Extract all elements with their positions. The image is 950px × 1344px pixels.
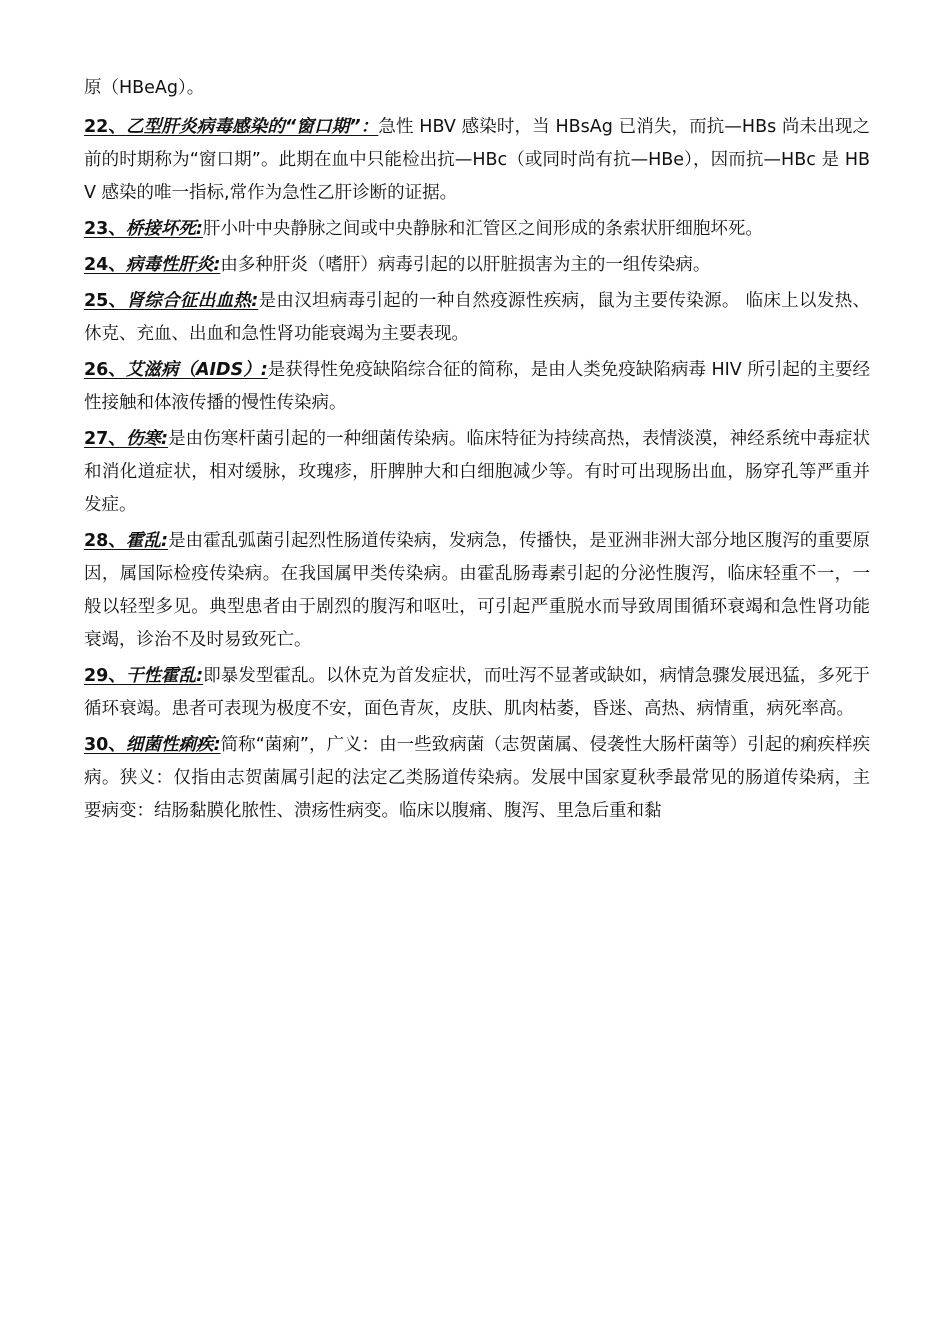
entry-definition: 是由伤寒杆菌引起的一种细菌传染病。临床特征为持续高热，表情淡漠，神经系统中毒症状和消化道症状，相对缓脉，玫瑰疹，肝脾肿大和白细胞减少等。有时可出现肠出血，肠穿孔等严重并发症。: [84, 429, 871, 515]
entry-term-name: 艾滋病（AIDS）:: [125, 360, 268, 380]
entry-term: [84, 117, 378, 137]
entry-number: 28、: [84, 531, 126, 551]
entry-definition: 由多种肝炎（嗜肝）病毒引起的以肝脏损害为主的一组传染病。: [220, 255, 711, 275]
entry-number: 29、: [84, 666, 126, 686]
entry-22: [84, 111, 870, 210]
entry-number: 30、: [84, 735, 126, 755]
entry-term: [84, 735, 221, 755]
entry-term-name: 伤寒:: [125, 429, 169, 449]
entry-term: [84, 531, 168, 551]
entry-definition: 急性 HBV 感染时，当 HBsAg 已消失，而抗—HBs 尚未出现之前的时期称为“窗口期”。此期在血中只能检出抗—HBc（或同时尚有抗—HBe），因而抗—HBc 是 HBV 感染的唯一指标,常作为急性乙肝诊断的证据。: [84, 117, 870, 203]
entry-term: [84, 255, 220, 275]
entry-term: [84, 360, 268, 380]
entry-term: [84, 429, 168, 449]
entry-25: [84, 285, 870, 351]
entry-27: [84, 423, 870, 522]
entry-number: 22、: [84, 117, 127, 137]
entry-term-name: 干性霍乱:: [125, 666, 204, 686]
entry-term-name: 细菌性痢疾:: [125, 735, 221, 755]
entry-number: 26、: [84, 360, 126, 380]
document-body: [84, 72, 870, 831]
entry-definition: 即暴发型霍乱。以休克为首发症状，而吐泻不显著或缺如，病情急骤发展迅猛，多死于循环衰竭。患者可表现为极度不安，面色青灰，皮肤、肌肉枯萎，昏迷、高热、病情重，病死率高。: [84, 666, 871, 719]
entry-number: 24、: [84, 255, 126, 275]
entry-26: [84, 354, 870, 420]
entry-24: [84, 249, 870, 282]
entry-term: [84, 666, 203, 686]
entry-term-name: 桥接坏死:: [125, 219, 203, 239]
entry-definition: 简称“菌痢”，广义：由一些致病菌（志贺菌属、侵袭性大肠杆菌等）引起的痢疾样疾病。狭义：仅指由志贺菌属引起的法定乙类肠道传染病。发展中国家夏秋季最常见的肠道传染病，主要病变：结肠黏膜化脓性、溃疡性病变。临床以腹痛、腹泻、里急后重和黏: [84, 735, 870, 821]
entry-term-name: 病毒性肝炎:: [125, 255, 221, 275]
continuation-text: 原（HBeAg）。: [84, 78, 205, 98]
entry-30: [84, 729, 870, 828]
entry-23: [84, 213, 870, 246]
entry-term: [84, 219, 203, 239]
entry-term-name: 霍乱:: [125, 531, 169, 551]
entry-definition: 是由汉坦病毒引起的一种自然疫源性疾病，鼠为主要传染源。 临床上以发热、休克、充血、出血和急性肾功能衰竭为主要表现。: [84, 291, 871, 344]
entry-29: [84, 660, 870, 726]
entry-term: [84, 291, 258, 311]
entry-term-name: 肾综合征出血热:: [126, 291, 259, 311]
entry-definition: 肝小叶中央静脉之间或中央静脉和汇管区之间形成的条索状肝细胞坏死。: [202, 219, 763, 239]
entry-number: 25、: [84, 291, 127, 311]
entry-28: [84, 525, 870, 657]
entry-term-name: 乙型肝炎病毒感染的“窗口期”：: [126, 117, 379, 137]
entry-definition: 是获得性免疫缺陷综合征的简称，是由人类免疫缺陷病毒 HIV 所引起的主要经性接触和体液传播的慢性传染病。: [84, 360, 870, 413]
entry-number: 23、: [84, 219, 126, 239]
entry-number: 27、: [84, 429, 126, 449]
entry-definition: 是由霍乱弧菌引起烈性肠道传染病，发病急，传播快，是亚洲非洲大部分地区腹泻的重要原因，属国际检疫传染病。在我国属甲类传染病。由霍乱肠毒素引起的分泌性腹泻，临床轻重不一，一般以轻型多见。典型患者由于剧烈的腹泻和呕吐，可引起严重脱水而导致周围循环衰竭和急性肾功能衰竭，诊治不及时易致死亡。: [84, 531, 871, 650]
